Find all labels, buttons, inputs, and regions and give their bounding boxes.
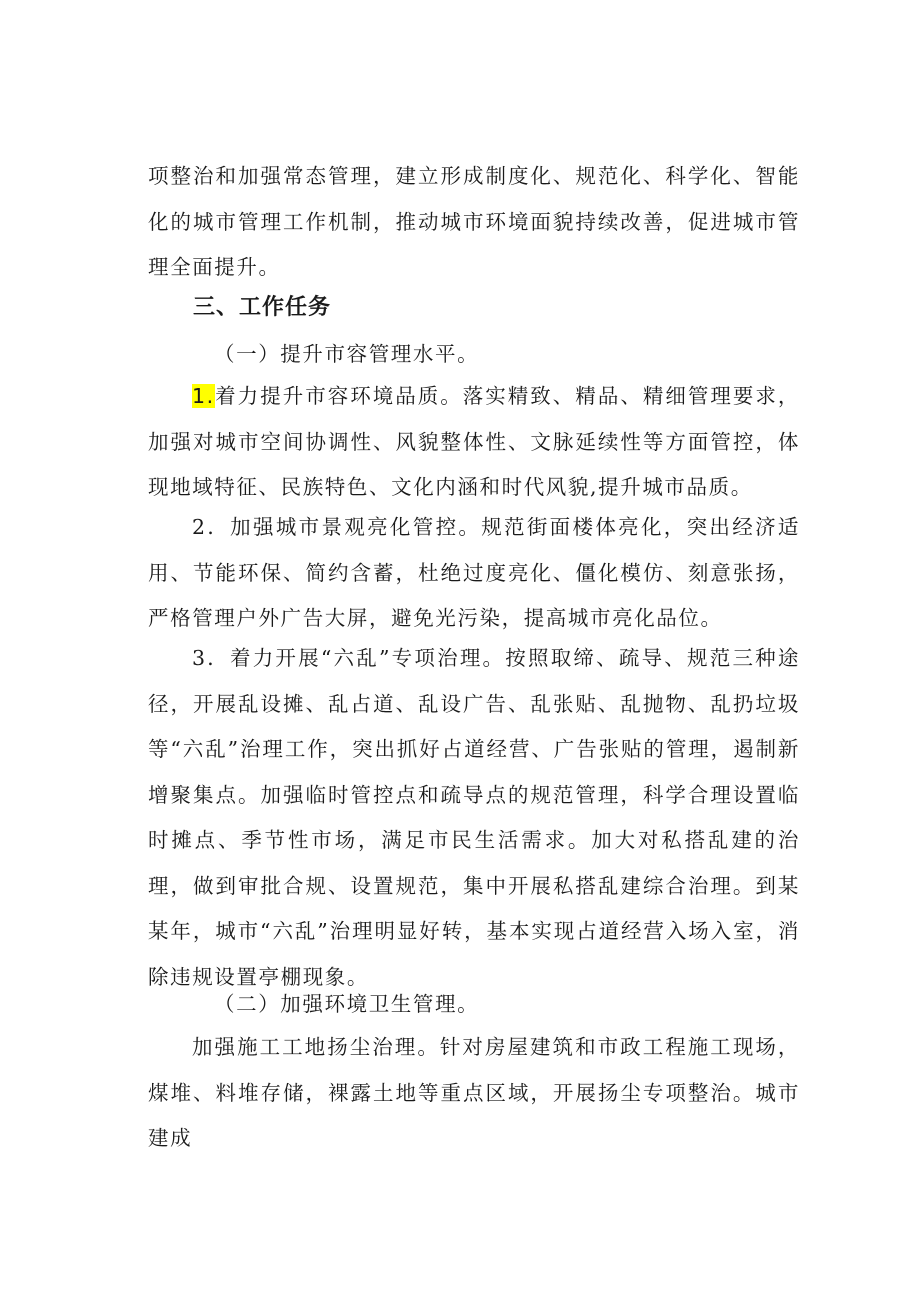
subsection-heading-1: （一）提升市容管理水平。 xyxy=(214,342,480,366)
task-item-1-text: 着力提升市容环境品质。落实精致、精品、精细管理要求，加强对城市空间协调性、风貌整体性、文脉延续性等方面管控，体现地域特征、民族特色、文化内涵和时代风貌,提升城市品质。 xyxy=(148,384,800,499)
task-item-3: 3．着力开展“六乱”专项治理。按照取缔、疏导、规范三种途径，开展乱设摊、乱占道、乱设广告、乱张贴、乱抛物、乱扔垃圾等“六乱”治理工作，突出抓好占道经营、广告张贴的管理，遏制新增聚集点。加强临时管控点和疏导点的规范管理，科学合理设置临时摊点、季节性市场，满足市民生活需求。加大对私搭乱建的治理，做到审批合规、设置规范，集中开展私搭乱建综合治理。到某某年，城市“六乱”治理明显好转，基本实现占道经营入场入室，消除违规设置亭棚现象。 xyxy=(148,646,800,989)
task-item-1 xyxy=(148,374,800,511)
section-heading: 三、工作任务 xyxy=(193,295,332,320)
task-item-2: 2．加强城市景观亮化管控。规范街面楼体亮化，突出经济适用、节能环保、简约含蓄，杜绝过度亮化、僵化模仿、刻意张扬，严格管理户外广告大屏，避免光污染，提高城市亮化品位。 xyxy=(148,515,800,630)
highlighted-item-number: 1. xyxy=(192,384,215,408)
intro-paragraph: 项整治和加强常态管理，建立形成制度化、规范化、科学化、智能化的城市管理工作机制，推动城市环境面貌持续改善，促进城市管理全面提升。 xyxy=(148,164,800,279)
subsection-heading-2: （二）加强环境卫生管理。 xyxy=(214,992,480,1016)
dust-control-paragraph: 加强施工工地扬尘治理。针对房屋建筑和市政工程施工现场，煤堆、料堆存储，裸露土地等重点区域，开展扬尘专项整治。城市建成 xyxy=(148,1035,800,1150)
